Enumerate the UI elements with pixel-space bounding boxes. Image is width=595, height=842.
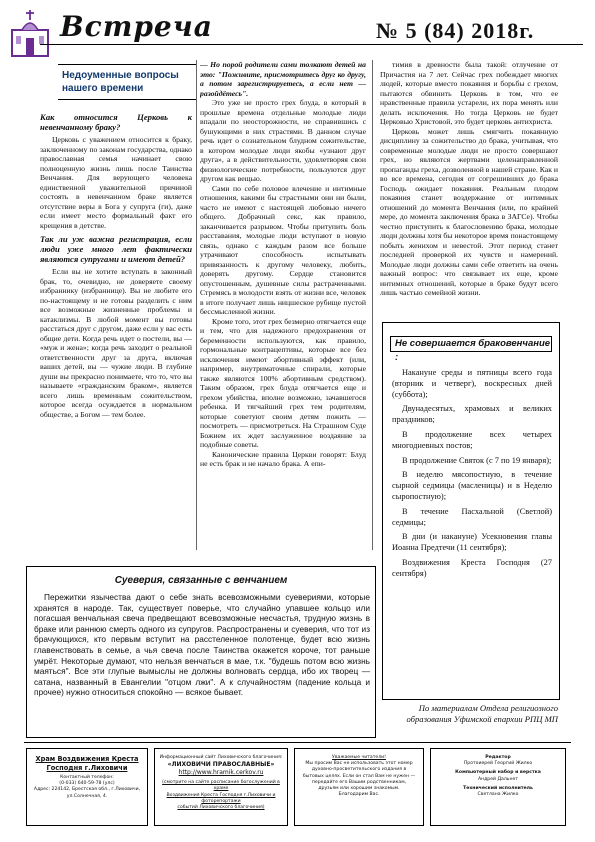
article-column-2	[200, 60, 366, 548]
list-item: В течение Пасхальной (Светлой) седмицы;	[392, 506, 552, 527]
readers-note-title: Уважаемые читатели!	[332, 755, 386, 760]
list-item: Двунадесятых, храмовых и великих праздников;	[392, 404, 552, 425]
question-heading: Так ли уж важна регистрация, если люди уже много лет фактически являются супругами и имеют детей?	[40, 234, 192, 264]
readers-note-line: передайте его Вашим родственникам,	[311, 779, 407, 785]
list-item: В неделю мясопостную, в течение сырной седмицы (масленицы) и в Неделю сыропостную);	[392, 470, 552, 501]
address-line2: ул.Солнечная, 4.	[66, 793, 108, 799]
website-link[interactable]: http://www.hramik.cerkov.ru	[178, 769, 264, 777]
no-wedding-days-list	[392, 368, 552, 584]
layout-label: Компьютерный набор и верстка	[455, 770, 541, 776]
website-note-line2: Воздвижения Креста Господня г.Лиховичи и фоторепортажи	[166, 792, 276, 804]
editor-name: Протоиерей Георгий Жилко	[463, 761, 533, 767]
paragraph: Церковь с уважением относится к браку, заключенному по законам государства, однако православная семья начинает свою полноценную жизнь лишь после Таинства Венчания. Для верующего человека единственной уважительной причиной состоять в невенчанном браке является отсутствие веры в Бога у супруга (ги), даже если имеет место формальный факт его крещения в детстве.	[40, 135, 192, 230]
paragraph: Это уже не просто грех блуда, в который в прошлые времена отдельные молодые люди впадали по неосторожности, не справившись с бушующими в них страстями. В данном случае речь идет о сознательном блудном сожительстве, в котором молодые люди якобы «узнают друг друга», а в действительности, удовлетворяя свои физиологические потребности, пользуются друг другом как вещью.	[200, 98, 366, 183]
footer-church-info	[26, 748, 148, 826]
church-logo-icon	[8, 8, 52, 58]
article-column-1	[40, 108, 192, 548]
readers-note-line: друзьям или хорошим знакомым.	[318, 786, 400, 792]
footer-website-info	[154, 748, 288, 826]
issue-number: № 5 (84) 2018г.	[376, 18, 535, 43]
section-heading-line1: Недоуменные вопросы	[62, 70, 179, 81]
editor-label: Редактор	[485, 755, 511, 760]
tech-name: Светлана Жилко	[477, 792, 519, 798]
readers-note-line: Благодарим Вас.	[338, 792, 380, 798]
question-heading: Как относится Церковь к невенчанному браку?	[40, 112, 192, 132]
church-name-line1: Храм Воздвижения Креста	[35, 755, 139, 763]
superstitions-heading: Суеверия, связанные с венчанием	[114, 575, 288, 586]
section-heading-line2: нашего времени	[62, 83, 144, 94]
paragraph: Если вы не хотите вступать в законный брак, то, очевидно, не доверяете своему избраннику (избраннице). Вы не любите его по-настоящему и не готовы разделить с ним все возможные жизненные проблемы и катаклизмы. В любой момент вы готовы расстаться друг с другом, даже если у вас есть общие дети. Когда речь идет о постели, вы — «муж и жена»; когда речь заходит о реальной ответственности друг за друга, включая ваших детей, вы — чужие люди. В глубине души вы прекрасно понимаете, что то, что вы называете «гражданским браком», является всего лишь временным сожительством, которое всегда осуждается в нормальном обществе, а Богом — тем более.	[40, 267, 192, 419]
paragraph: тимия в древности была такой: отлучение от Причастия на 7 лет. Сейчас грех побеждает многих людей, которые вместо покаяния и борьбы с грехом, пытаются обвинить Церковь в том, что ее нравственные правила устарели, их пора менять или делать исключения. Но тогда Церковь не будет Церковью Христовой, это будет церковь антихриста.	[380, 60, 558, 126]
list-item: Воздвижения Креста Господня (27 сентября)	[392, 557, 552, 578]
website-name: «ЛИХОВИЧИ ПРАВОСЛАВНЫЕ»	[167, 761, 275, 769]
source-credit: По материалам Отдела религиозного образования Уфимской епархии РПЦ МП	[406, 703, 558, 724]
column-divider	[196, 60, 197, 550]
layout-name: Андрей Дальнет	[477, 776, 519, 782]
no-wedding-days-heading: Не совершается браковенчание :	[390, 336, 552, 352]
footer-readers-note	[294, 748, 424, 826]
tech-label: Технический исполнитель	[463, 785, 533, 791]
website-note-line3: событий Лиховичского благочиния)	[177, 805, 265, 811]
list-item: В продолжение Святок (с 7 по 19 января);	[402, 455, 552, 465]
paragraph: Церковь может лишь смягчить покаянную дисциплину за сожительство до брака, учитывая, что современные молодые люди не просто совершают грех, но являются жертвами целенаправленной пропаганды греха, дозволенной в нашей стране. Как и во все времена, сегодня от согрешивших до брака Господь ожидает покаяния. Реальным плодом покаяния станет воздержание от интимных отношений до момента Венчания (или, по крайней мере, до момента заключения брака в ЗАГСе). Чтобы честно приступить к благословению брака, молодые люди должны хотя бы некоторое время понастоящему побыть женихом и невестой. Этот период станет последней проверкой их чувств и намерений. Молодые люди должны сами себе ответить на очень важный вопрос: что связывает их еще, кроме интимных отношений, которые в браке будут всего лишь частью семейной жизни.	[380, 126, 558, 297]
list-item: Накануне среды и пятницы всего года (вторник и четверг), воскресных дней (суббота);	[392, 368, 552, 399]
header-rule	[40, 44, 583, 45]
newspaper-title: Встреча	[60, 10, 213, 43]
contact-phone: (0-033) 640-59-78 (улс)	[59, 781, 115, 787]
footer-rule	[24, 742, 571, 743]
list-item: В продолжение всех четырех многодневных постов;	[392, 429, 552, 450]
readers-note-line: бытовых целях. Если он стал Вам не нужен —	[302, 773, 416, 779]
contact-label: Контактный телефон:	[60, 775, 114, 780]
readers-note-line: Мы просим Вас не использовать этот номер	[305, 761, 413, 767]
column-divider	[372, 60, 373, 550]
article-column-3	[380, 60, 558, 318]
paragraph: Канонические правила Церкви говорят: Блуд не есть брак и не начало брака. А епи-	[200, 449, 366, 468]
lead-quote: — Но порой родители сами толкают детей на это: "Поживите, присмотритесь друг ко другу, а потом зарегистрируетесь, а если нет — разойдётесь".	[200, 60, 366, 98]
readers-note-line: духовно-просветительского издания в	[311, 767, 407, 773]
superstitions-text	[34, 592, 370, 698]
section-heading	[58, 64, 196, 100]
website-label: Информационный сайт Лиховичского благочиния:	[159, 755, 283, 760]
paragraph: Сами по себе половое влечение и интимные отношения, какими бы страстными они ни были, часто не имеют с настоящей любовью ничего общего. Добрачный секс, как правило, заканчивается разрывом. Чтобы притупить боль расставания, молодые люди вступают в новую связь, однако с каждым разом все больше утрачивают способность испытывать привязанность к другому человеку, любить, доверять другому. Сердце становится опустошенным, душевные силы растраченными. Стремясь в молодости взять от жизни все, человек в итоге получает лишь ницшеское рубище пустой бессмысленной жизни.	[200, 183, 366, 316]
church-name-line2: Господня г.Лиховичи	[46, 763, 128, 772]
address-line1: Адрес: 224142, Брестская обл., г.Лиховичи,	[33, 787, 141, 793]
footer-editorial	[430, 748, 566, 826]
list-item: В дни (и накануне) Усекновения главы Иоанна Предтечи (11 сентября);	[392, 532, 552, 553]
paragraph: Кроме того, этот грех безмерно отягчается еще и тем, что для надежного предохранения от беременности используются, как правило, гормональные контрацептивы, которые все без исключения имеют абортивный эффект (или, например, внутриматочные спирали, которые также являются 100% абортивным средством). Таким образом, грех блуда отягчается еще и грехом убийства, вполне возможно, зачавшегося ребенка. И тягчайший грех тем родителям, которые советуют своим детям пожить — посмотреть — присмотреться. На Страшном Суде Божием их ждет заслуженное воздаяние за подобные советы.	[200, 316, 366, 449]
website-note-line1: (смотрите на сайте расписание богослужений в храме	[162, 780, 280, 792]
paragraph: Пережитки язычества дают о себе знать всевозможными суевериями, которые хранятся в народе. Так, существует поверье, что случайно упавшее кольцо или погасшая венчальная свеча предвещают всевозможные несчастья, трудную жизнь в браке или раннюю смерть одного из супругов. Распространены и суеверия, что тот из брачующихся, кто первым вступит на расстеленное полотенце, будет всю жизнь главенствовать в семье, а чья свеча после Таинства окажется короче, тот раньше умрёт. Некоторые думают, что нельзя венчаться в мае, т.к. "будешь потом всю жизнь маяться". Все эти глупые вымыслы не должны волновать сердца, ибо их творец — сатана, названный в Евангелии "отцом лжи". А к случайностям (падение кольца и прочее) нужно относиться спокойно — всякое бывает.	[34, 592, 370, 698]
